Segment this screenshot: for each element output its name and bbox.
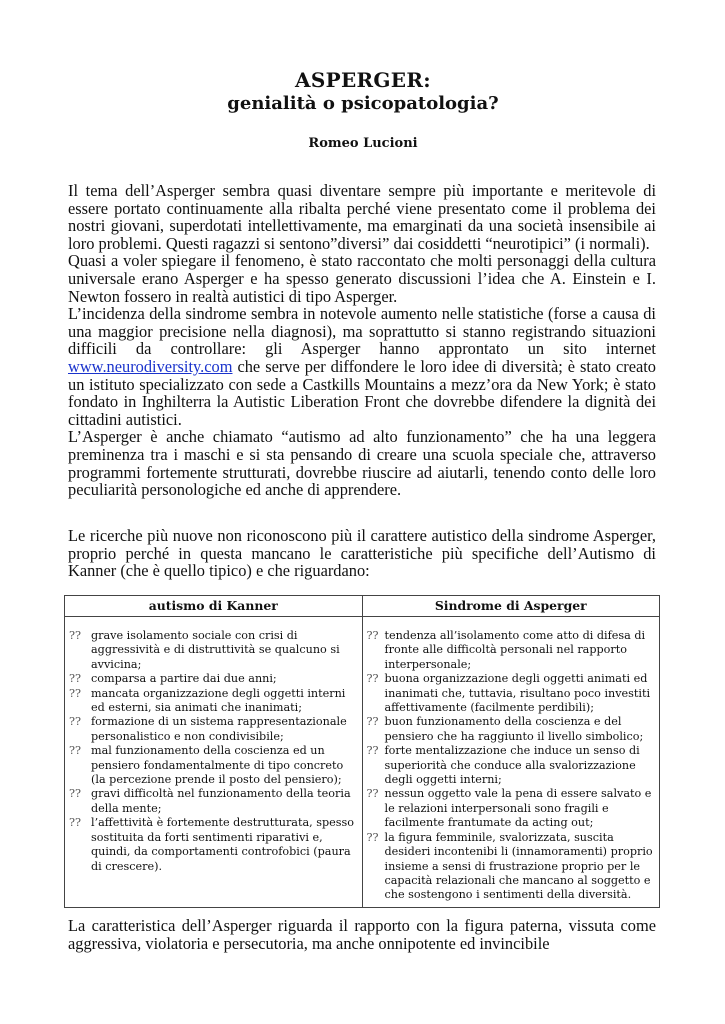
list-item [69,787,358,816]
list-item-text: tendenza all’isolamento come atto di difesa di fronte alle difficoltà personali nel rapporto interpersonale; [384,629,646,671]
paragraph-2: Quasi a voler spiegare il fenomeno, è stato raccontato che molti personaggi della cultura universale erano Asperger e ha spesso generato discussioni l’idea che A. Einstein e I. Newton fossero in realtà autistici di tipo Asperger. [68,251,656,306]
list-item-text: la figura femminile, svalorizzata, suscita desideri incontenibi li (innamoramenti) proprio insieme a sensi di frustrazione proprio per le capacità relazionali che mancano al soggetto e che sostengono i sentimenti della diversità. [384,830,653,902]
list-item [69,744,358,787]
bullet-icon: ?? [69,816,81,830]
bullet-icon: ?? [69,744,81,758]
list-item [69,629,358,672]
document-author: Romeo Lucioni [308,136,418,151]
bullet-icon: ?? [69,629,81,642]
paragraph-3 [68,305,656,428]
list-item [69,687,358,716]
list-item-text: mancata organizzazione degli oggetti interni ed esterni, sia animati che inanimati; [91,686,346,715]
list-item-text: buon funzionamento della coscienza e del pensiero che ha raggiunto il livello simbolico; [384,715,644,743]
intro-section [68,182,656,499]
table-row [65,617,660,908]
list-item-text: forte mentalizzazione che induce un senso di superiorità che conduce alla svalorizzazione degli oggetti interni; [384,744,640,787]
paragraph-6: La caratteristica dell’Asperger riguarda il rapporto con la figura paterna, vissuta come aggressiva, violatoria e persecutoria, ma anche onnipotente ed invincibile [68,916,656,953]
list-item-text: gravi difficoltà nel funzionamento della teoria della mente; [91,787,351,815]
paragraph-4: L’Asperger è anche chiamato “autismo ad alto funzionamento” che ha una leggera preminenza tra i maschi e si sta pensando di creare una scuola speciale che, attraverso programmi fortemente strutturati, dovrebbe riuscire ad aiutarli, tenendo conto delle loro peculiarità personologiche ed anche di apprendere. [68,427,656,500]
asperger-cell [362,617,660,908]
list-item-text: l’affettività è fortemente destrutturata, spesso sostituita da forti sentimenti riparativi e, quindi, da comportamenti controfobici (paura di crescere). [91,816,354,873]
list-item [367,715,656,744]
bullet-icon: ?? [366,787,379,801]
paragraph-3-text-b: che serve per diffondere le loro idee di diversità; è stato creato un istituto specializzato con sede a Castkills Mountains a mezz’ora da New York; è stato fondato in Inghilterra la Autistic Liberation Front che dovrebbe difendere la dignità dei cittadini autistici. [68,356,656,429]
bullet-icon: ?? [366,629,379,642]
document-subtitle: genialità o psicopatologia? [227,93,499,114]
list-item-text: mal funzionamento della coscienza ed un pensiero fondamentalmente di tipo concreto (la percezione prende il posto del pensiero); [91,744,344,787]
list-item-text: buona organizzazione degli oggetti animati ed inanimati che, tuttavia, risultano poco investiti affettivamente (facilmente perdibili); [384,672,651,715]
list-item [69,672,358,686]
bullet-icon: ?? [366,744,379,758]
list-item-text: grave isolamento sociale con crisi di aggressività e di distruttività se qualcuno si avvicina; [91,629,340,671]
document-title: ASPERGER: [295,68,431,92]
list-item-text: formazione di un sistema rappresentazionale personalistico e non condivisibile; [91,715,347,743]
list-item [367,831,656,903]
paragraph-6-section [68,917,656,952]
bullet-icon: ?? [366,830,379,844]
bullet-icon: ?? [69,672,81,686]
column-header-kanner: autismo di Kanner [65,596,363,617]
comparison-table [64,595,660,908]
bullet-icon: ?? [69,715,81,729]
list-item [367,787,656,830]
bullet-icon: ?? [69,686,81,700]
list-item [367,744,656,787]
list-item [69,816,358,874]
bullet-icon: ?? [366,672,379,686]
table-header-row [65,596,660,617]
bullet-icon: ?? [69,787,81,801]
asperger-list [367,629,656,903]
column-header-asperger: Sindrome di Asperger [362,596,660,617]
neurodiversity-link[interactable]: www.neurodiversity.com [68,356,233,376]
kanner-cell [65,617,363,908]
list-item-text: nessun oggetto vale la pena di essere salvato e le relazioni interpersonali sono fragili e facilmente frantumate da acting out; [384,787,652,830]
paragraph-5: Le ricerche più nuove non riconoscono più il carattere autistico della sindrome Asperger, proprio perché in questa mancano le caratteristiche più specifiche dell’Autismo di Kanner (che è quello tipico) e che riguardano: [68,526,656,581]
list-item [367,672,656,715]
list-item-text: comparsa a partire dai due anni; [91,672,277,686]
paragraph-5-section [68,527,656,580]
list-item [367,629,656,672]
list-item [69,715,358,744]
bullet-icon: ?? [366,715,379,729]
paragraph-3-text-a: L’incidenza della sindrome sembra in notevole aumento nelle statistiche (forse a causa di una maggior precisione nella diagnosi), ma soprattutto si stanno registrando situazioni difficili da controllare: gli Asperger hanno approntato un sito internet [68,304,656,359]
kanner-list [69,629,358,874]
paragraph-1: Il tema dell’Asperger sembra quasi diventare sempre più importante e meritevole di essere portato continuamente alla ribalta perché viene presentato come il problema dei nostri giovani, superdotati intellettivamente, ma emarginati da una società insensibile ai loro problemi. Questi ragazzi si sentono”diversi” dai cosiddetti “neurotipici” (i normali). [68,181,656,253]
